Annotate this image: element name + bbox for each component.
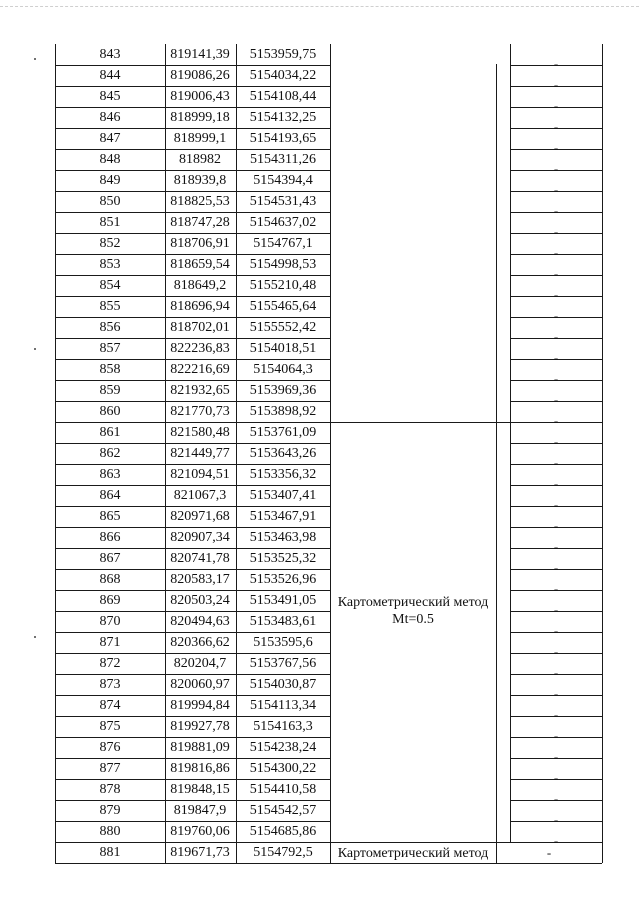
- x-coordinate: 821770,73: [170, 404, 230, 419]
- accuracy-value: -: [553, 161, 559, 176]
- accuracy-value: -: [553, 623, 559, 638]
- row-divider: [55, 737, 330, 738]
- point-number: 866: [99, 530, 121, 545]
- accuracy-value: -: [553, 539, 559, 554]
- table-right-border: [602, 44, 603, 863]
- row-divider: [55, 632, 330, 633]
- accuracy-value: -: [553, 413, 559, 428]
- row-divider: [55, 254, 330, 255]
- point-number: 865: [99, 509, 121, 524]
- row-divider: [55, 779, 330, 780]
- row-divider: [55, 275, 330, 276]
- x-coordinate: 819006,43: [170, 89, 230, 104]
- accuracy-value: -: [553, 371, 559, 386]
- x-coordinate: 818982: [179, 152, 221, 167]
- x-coordinate: 820741,78: [170, 551, 230, 566]
- point-number: 864: [99, 488, 121, 503]
- y-coordinate: 5154064,3: [253, 362, 313, 377]
- y-coordinate: 5154394,4: [253, 173, 313, 188]
- accuracy-value: -: [553, 287, 559, 302]
- row-divider: [55, 821, 330, 822]
- row-divider: [55, 128, 330, 129]
- point-number: 855: [99, 299, 121, 314]
- x-coordinate: 818747,28: [170, 215, 230, 230]
- x-coordinate: 820971,68: [170, 509, 230, 524]
- row-divider: [55, 296, 330, 297]
- row-divider: [55, 464, 330, 465]
- y-coordinate: 5154311,26: [250, 152, 316, 167]
- y-coordinate: 5153761,09: [249, 425, 317, 440]
- point-number: 849: [99, 173, 121, 188]
- scan-mark: [34, 636, 36, 638]
- accuracy-value: -: [553, 581, 559, 596]
- x-coordinate: 818939,8: [173, 173, 227, 188]
- y-coordinate: 5153467,91: [249, 509, 317, 524]
- row-divider: [55, 653, 330, 654]
- point-number: 851: [99, 215, 121, 230]
- method-name: Картометрический метод: [337, 595, 489, 610]
- x-coordinate: 820494,63: [170, 614, 230, 629]
- x-coordinate: 820503,24: [170, 593, 230, 608]
- point-number: 852: [99, 236, 121, 251]
- row-divider: [55, 758, 330, 759]
- point-number: 845: [99, 89, 121, 104]
- x-coordinate: 819086,26: [170, 68, 230, 83]
- x-coordinate: 822216,69: [170, 362, 230, 377]
- y-coordinate: 5153767,56: [249, 656, 317, 671]
- y-coordinate: 5154410,58: [249, 782, 317, 797]
- y-coordinate: 5155552,42: [249, 320, 317, 335]
- row-divider: [55, 65, 330, 66]
- point-number: 874: [99, 698, 121, 713]
- accuracy-value: -: [553, 434, 559, 449]
- x-coordinate: 818999,18: [170, 110, 230, 125]
- y-coordinate: 5153491,05: [249, 593, 317, 608]
- method-block-top: [330, 422, 510, 423]
- y-coordinate: 5154300,22: [249, 761, 317, 776]
- y-coordinate: 5153959,75: [249, 47, 317, 62]
- y-coordinate: 5155465,64: [249, 299, 317, 314]
- x-coordinate: 819141,39: [170, 47, 230, 62]
- x-coordinate: 819994,84: [170, 698, 230, 713]
- x-coordinate: 820366,62: [170, 635, 230, 650]
- point-number: 850: [99, 194, 121, 209]
- accuracy-value: -: [553, 497, 559, 512]
- y-coordinate: 5154132,25: [249, 110, 317, 125]
- x-coordinate: 821932,65: [170, 383, 230, 398]
- row-divider: [55, 401, 330, 402]
- y-coordinate: 5154193,65: [249, 131, 317, 146]
- accuracy-value: -: [553, 476, 559, 491]
- point-number: 853: [99, 257, 121, 272]
- x-coordinate: 819848,15: [170, 782, 230, 797]
- x-coordinate: 819671,73: [170, 845, 230, 860]
- accuracy-value: -: [553, 602, 559, 617]
- row-divider: [55, 674, 330, 675]
- row-divider: [55, 569, 330, 570]
- point-number: 862: [99, 446, 121, 461]
- row-divider: [55, 359, 330, 360]
- point-number: 879: [99, 803, 121, 818]
- accuracy-value: -: [553, 203, 559, 218]
- y-coordinate: 5153595,6: [253, 635, 313, 650]
- y-coordinate: 5153463,98: [249, 530, 317, 545]
- accuracy-value: -: [553, 749, 559, 764]
- y-coordinate: 5154542,57: [249, 803, 317, 818]
- accuracy-value: -: [553, 56, 559, 71]
- accuracy-value: -: [553, 350, 559, 365]
- method-block-label: [330, 594, 496, 628]
- accuracy-value: -: [553, 329, 559, 344]
- accuracy-value: -: [553, 98, 559, 113]
- accuracy-value: -: [553, 770, 559, 785]
- x-coordinate: 819927,78: [170, 719, 230, 734]
- row-divider: [55, 170, 330, 171]
- x-coordinate: 818696,94: [170, 299, 230, 314]
- row-divider: [55, 506, 330, 507]
- x-coordinate: 818825,53: [170, 194, 230, 209]
- y-coordinate: 5154034,22: [249, 68, 317, 83]
- y-coordinate: 5153407,41: [249, 488, 317, 503]
- row-divider: [55, 443, 330, 444]
- method-accuracy: Mt=0.5: [392, 612, 434, 627]
- y-coordinate: 5153643,26: [249, 446, 317, 461]
- y-coordinate: 5154163,3: [253, 719, 313, 734]
- y-coordinate: 5153898,92: [249, 404, 317, 419]
- column-divider: [496, 64, 497, 863]
- column-divider: [236, 44, 237, 863]
- accuracy-value: -: [553, 686, 559, 701]
- accuracy-value: -: [546, 845, 552, 860]
- row-divider: [55, 611, 330, 612]
- point-number: 844: [99, 68, 121, 83]
- y-coordinate: 5153356,32: [249, 467, 317, 482]
- x-coordinate: 819760,06: [170, 824, 230, 839]
- accuracy-value: -: [553, 119, 559, 134]
- y-coordinate: 5154998,53: [249, 257, 317, 272]
- x-coordinate: 821094,51: [170, 467, 230, 482]
- accuracy-value: -: [553, 812, 559, 827]
- row-divider: [55, 107, 330, 108]
- point-number: 878: [99, 782, 121, 797]
- row-divider: [55, 422, 330, 423]
- y-coordinate: 5154018,51: [249, 341, 317, 356]
- y-coordinate: 5153969,36: [249, 383, 317, 398]
- y-coordinate: 5154531,43: [249, 194, 317, 209]
- x-coordinate: 818706,91: [170, 236, 230, 251]
- row-divider: [55, 317, 330, 318]
- y-coordinate: 5154108,44: [249, 89, 317, 104]
- accuracy-value: -: [553, 833, 559, 848]
- row-divider: [55, 149, 330, 150]
- accuracy-value: -: [553, 560, 559, 575]
- y-coordinate: 5153483,61: [249, 614, 317, 629]
- accuracy-value: -: [553, 791, 559, 806]
- x-coordinate: 818999,1: [173, 131, 227, 146]
- y-coordinate: 5154030,87: [249, 677, 317, 692]
- x-coordinate: 821580,48: [170, 425, 230, 440]
- column-divider: [330, 44, 331, 863]
- x-coordinate: 819816,86: [170, 761, 230, 776]
- x-coordinate: 820583,17: [170, 572, 230, 587]
- point-number: 857: [99, 341, 121, 356]
- row-divider: [55, 590, 330, 591]
- point-number: 875: [99, 719, 121, 734]
- accuracy-value: -: [553, 266, 559, 281]
- point-number: 871: [99, 635, 121, 650]
- accuracy-value: -: [553, 392, 559, 407]
- row-divider: [55, 842, 330, 843]
- row-divider: [55, 716, 330, 717]
- point-number: 848: [99, 152, 121, 167]
- scan-top-edge: [0, 6, 639, 7]
- accuracy-value: -: [553, 728, 559, 743]
- point-number: 847: [99, 131, 121, 146]
- accuracy-value: -: [553, 77, 559, 92]
- point-number: 854: [99, 278, 121, 293]
- point-number: 843: [99, 47, 121, 62]
- accuracy-value: -: [553, 518, 559, 533]
- scan-mark: [34, 348, 36, 350]
- y-coordinate: 5154637,02: [249, 215, 317, 230]
- point-number: 877: [99, 761, 121, 776]
- point-number: 870: [99, 614, 121, 629]
- point-number: 869: [99, 593, 121, 608]
- accuracy-value: -: [553, 245, 559, 260]
- row-divider: [55, 527, 330, 528]
- row-divider: [55, 338, 330, 339]
- point-number: 846: [99, 110, 121, 125]
- accuracy-value: -: [553, 182, 559, 197]
- y-coordinate: 5154792,5: [253, 845, 313, 860]
- y-coordinate: 5154685,86: [249, 824, 317, 839]
- accuracy-value: -: [553, 308, 559, 323]
- y-coordinate: 5153525,32: [249, 551, 317, 566]
- point-number: 861: [99, 425, 121, 440]
- point-number: 856: [99, 320, 121, 335]
- x-coordinate: 818702,01: [170, 320, 230, 335]
- x-coordinate: 820204,7: [173, 656, 227, 671]
- accuracy-value: -: [553, 707, 559, 722]
- row-divider: [55, 380, 330, 381]
- y-coordinate: 5155210,48: [249, 278, 317, 293]
- x-coordinate: 821449,77: [170, 446, 230, 461]
- point-number: 858: [99, 362, 121, 377]
- point-number: 859: [99, 383, 121, 398]
- point-number: 881: [99, 845, 121, 860]
- accuracy-value: -: [553, 665, 559, 680]
- y-coordinate: 5154767,1: [253, 236, 313, 251]
- x-coordinate: 819881,09: [170, 740, 230, 755]
- y-coordinate: 5154238,24: [249, 740, 317, 755]
- table-bottom-border: [55, 863, 602, 864]
- point-number: 867: [99, 551, 121, 566]
- accuracy-value: -: [553, 455, 559, 470]
- point-number: 876: [99, 740, 121, 755]
- scan-mark: [34, 58, 36, 60]
- row-divider: [55, 485, 330, 486]
- point-number: 863: [99, 467, 121, 482]
- row-divider: [55, 800, 330, 801]
- method-last-label: Картометрический метод: [337, 846, 489, 861]
- x-coordinate: 820907,34: [170, 530, 230, 545]
- x-coordinate: 822236,83: [170, 341, 230, 356]
- row-divider: [55, 191, 330, 192]
- row-divider: [55, 86, 330, 87]
- point-number: 860: [99, 404, 121, 419]
- accuracy-value: -: [553, 140, 559, 155]
- point-number: 873: [99, 677, 121, 692]
- point-number: 868: [99, 572, 121, 587]
- x-coordinate: 820060,97: [170, 677, 230, 692]
- x-coordinate: 818649,2: [173, 278, 227, 293]
- accuracy-value: -: [553, 224, 559, 239]
- y-coordinate: 5153526,96: [249, 572, 317, 587]
- row-divider: [55, 233, 330, 234]
- table-left-border: [55, 44, 56, 863]
- point-number: 880: [99, 824, 121, 839]
- row-divider: [55, 695, 330, 696]
- row-divider: [55, 212, 330, 213]
- row-divider: [55, 548, 330, 549]
- accuracy-value: -: [553, 644, 559, 659]
- point-number: 872: [99, 656, 121, 671]
- x-coordinate: 818659,54: [170, 257, 230, 272]
- y-coordinate: 5154113,34: [250, 698, 316, 713]
- x-coordinate: 819847,9: [173, 803, 227, 818]
- x-coordinate: 821067,3: [173, 488, 227, 503]
